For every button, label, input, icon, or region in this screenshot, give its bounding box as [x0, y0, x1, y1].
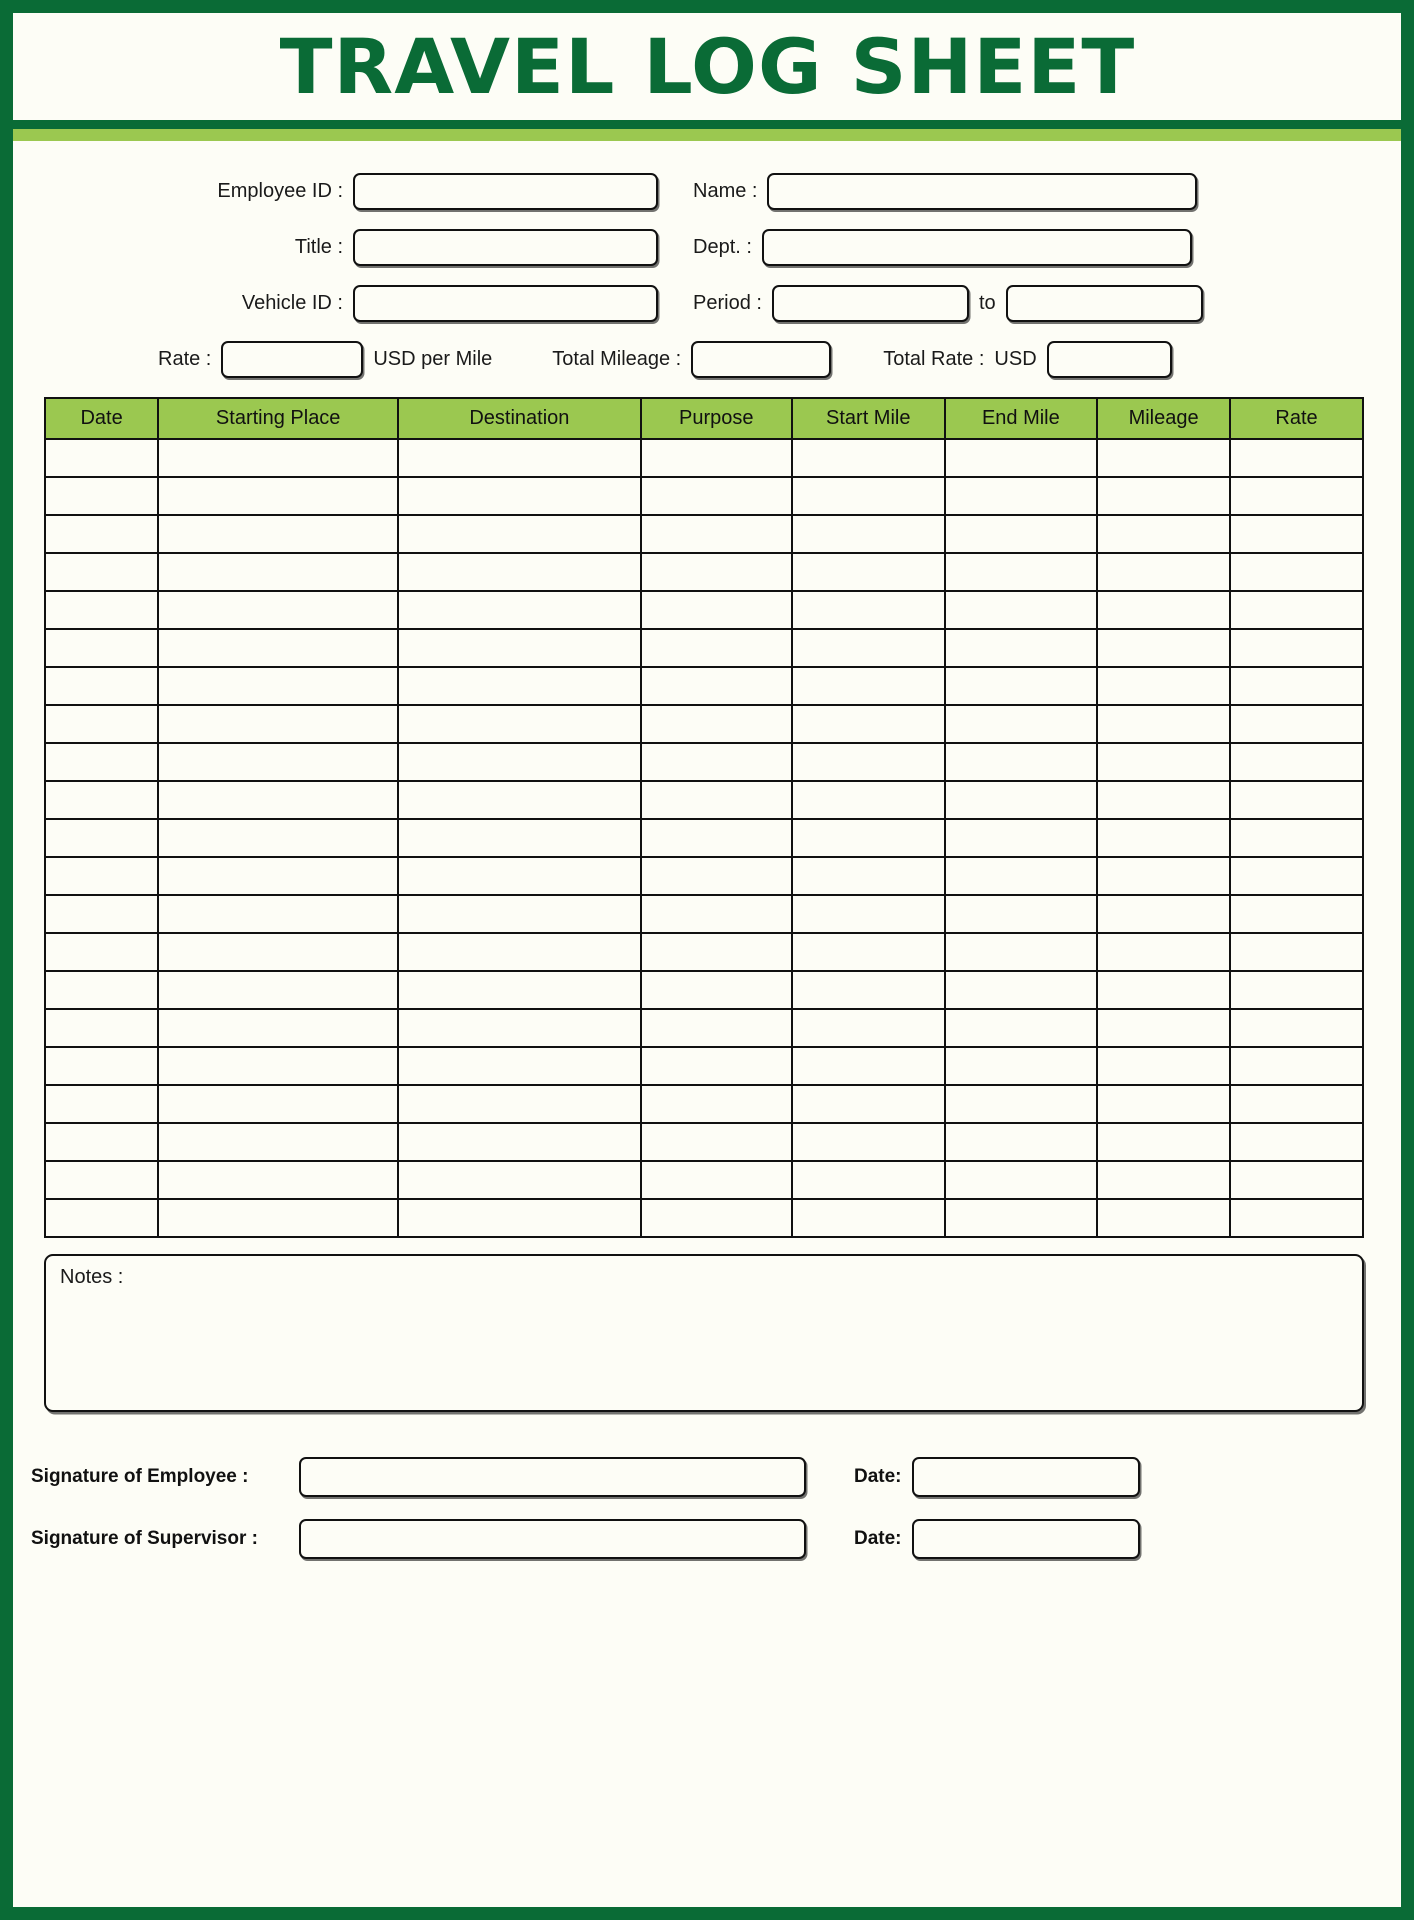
- table-row: [45, 933, 1363, 971]
- dept-input[interactable]: [762, 229, 1192, 266]
- log-table-cell[interactable]: [1097, 1161, 1230, 1199]
- signature-employee-input[interactable]: [299, 1457, 806, 1497]
- log-table-header-cell: Starting Place: [158, 398, 398, 439]
- log-table-cell[interactable]: [641, 1009, 792, 1047]
- log-table-cell[interactable]: [158, 591, 398, 629]
- log-table-cell[interactable]: [792, 971, 945, 1009]
- table-row: [45, 857, 1363, 895]
- log-table-cell[interactable]: [45, 1123, 158, 1161]
- log-table-cell[interactable]: [158, 439, 398, 477]
- total-mileage-input[interactable]: [691, 341, 831, 378]
- log-table-cell[interactable]: [158, 1123, 398, 1161]
- log-table-cell[interactable]: [792, 515, 945, 553]
- log-table-cell[interactable]: [1097, 743, 1230, 781]
- log-table-cell[interactable]: [45, 667, 158, 705]
- table-row: [45, 819, 1363, 857]
- log-table-cell[interactable]: [792, 857, 945, 895]
- signature-row-employee: [13, 1446, 1401, 1508]
- log-table-cell[interactable]: [158, 743, 398, 781]
- log-table-cell[interactable]: [945, 439, 1098, 477]
- log-table-cell[interactable]: [1097, 439, 1230, 477]
- table-row: [45, 1199, 1363, 1237]
- log-table-cell[interactable]: [945, 477, 1098, 515]
- log-table-cell[interactable]: [945, 515, 1098, 553]
- vehicle-id-group: [13, 285, 658, 322]
- log-table-cell[interactable]: [45, 629, 158, 667]
- log-table-cell[interactable]: [1097, 1009, 1230, 1047]
- signature-area: [13, 1412, 1401, 1570]
- log-table-cell[interactable]: [45, 857, 158, 895]
- log-table-cell[interactable]: [1097, 781, 1230, 819]
- form-row-rate-totals: [13, 331, 1401, 387]
- log-table-cell[interactable]: [398, 1199, 640, 1237]
- log-table-cell[interactable]: [1097, 857, 1230, 895]
- dept-group: [658, 229, 1401, 266]
- log-table-cell[interactable]: [1097, 705, 1230, 743]
- log-table-cell[interactable]: [1230, 1009, 1363, 1047]
- title-group: [13, 229, 658, 266]
- log-table-cell[interactable]: [792, 629, 945, 667]
- log-table-cell[interactable]: [158, 1199, 398, 1237]
- log-table-cell[interactable]: [945, 895, 1098, 933]
- log-table-cell[interactable]: [398, 515, 640, 553]
- log-table-cell[interactable]: [45, 819, 158, 857]
- log-table-cell[interactable]: [398, 1047, 640, 1085]
- log-table-cell[interactable]: [945, 1085, 1098, 1123]
- log-table-cell[interactable]: [1097, 553, 1230, 591]
- table-row: [45, 629, 1363, 667]
- log-table-cell[interactable]: [45, 933, 158, 971]
- total-rate-input[interactable]: [1047, 341, 1172, 378]
- period-from-input[interactable]: [772, 285, 969, 322]
- log-table-cell[interactable]: [158, 553, 398, 591]
- divider-light-green: [13, 129, 1401, 141]
- log-table-cell[interactable]: [1230, 781, 1363, 819]
- log-table-cell[interactable]: [792, 1047, 945, 1085]
- log-table-cell[interactable]: [792, 819, 945, 857]
- travel-log-sheet: [13, 13, 1401, 1907]
- log-table-cell[interactable]: [945, 933, 1098, 971]
- table-row: [45, 971, 1363, 1009]
- log-table-cell[interactable]: [158, 1009, 398, 1047]
- log-table-wrapper: [44, 397, 1370, 1238]
- log-table-cell[interactable]: [792, 705, 945, 743]
- log-table-cell[interactable]: [398, 743, 640, 781]
- employee-id-group: [13, 173, 658, 210]
- log-table-header-cell: Destination: [398, 398, 640, 439]
- log-table-cell[interactable]: [398, 1009, 640, 1047]
- signature-employee-label: Signature of Employee :: [31, 1466, 249, 1487]
- log-table-cell[interactable]: [641, 933, 792, 971]
- log-table-cell[interactable]: [792, 553, 945, 591]
- log-table-cell[interactable]: [945, 1123, 1098, 1161]
- log-table-cell[interactable]: [792, 667, 945, 705]
- log-table-cell[interactable]: [45, 971, 158, 1009]
- log-table-cell[interactable]: [45, 439, 158, 477]
- total-rate-label: Total Rate :: [883, 347, 985, 370]
- log-table-cell[interactable]: [1230, 591, 1363, 629]
- title-input[interactable]: [353, 229, 658, 266]
- log-table-cell[interactable]: [1230, 553, 1363, 591]
- log-table-cell[interactable]: [641, 781, 792, 819]
- log-table-cell[interactable]: [158, 1085, 398, 1123]
- table-row: [45, 591, 1363, 629]
- table-row: [45, 1123, 1363, 1161]
- log-table-cell[interactable]: [1230, 895, 1363, 933]
- title-banner: [13, 13, 1401, 120]
- log-table-cell[interactable]: [1230, 819, 1363, 857]
- log-table-cell[interactable]: [1230, 667, 1363, 705]
- log-table-cell[interactable]: [945, 705, 1098, 743]
- log-table-cell[interactable]: [158, 781, 398, 819]
- log-table-cell[interactable]: [641, 1123, 792, 1161]
- log-table-cell[interactable]: [45, 477, 158, 515]
- log-table-cell[interactable]: [641, 743, 792, 781]
- log-table-cell[interactable]: [641, 667, 792, 705]
- log-table-body: [45, 439, 1363, 1237]
- form-row-title-dept: [13, 219, 1401, 275]
- log-table-cell[interactable]: [1230, 1085, 1363, 1123]
- log-table-cell[interactable]: [45, 1199, 158, 1237]
- log-table-cell[interactable]: [158, 629, 398, 667]
- log-table-cell[interactable]: [792, 1085, 945, 1123]
- table-row: [45, 895, 1363, 933]
- log-table-cell[interactable]: [945, 1009, 1098, 1047]
- log-table-cell[interactable]: [158, 933, 398, 971]
- log-table-header-cell: Purpose: [641, 398, 792, 439]
- log-table-header-cell: End Mile: [945, 398, 1098, 439]
- log-table-cell[interactable]: [1097, 1047, 1230, 1085]
- notes-box[interactable]: [44, 1254, 1364, 1412]
- log-table-cell[interactable]: [1230, 629, 1363, 667]
- log-table-cell[interactable]: [641, 895, 792, 933]
- log-table-cell[interactable]: [1230, 857, 1363, 895]
- period-group: [658, 285, 1401, 322]
- log-table-cell[interactable]: [158, 667, 398, 705]
- log-table-cell[interactable]: [398, 971, 640, 1009]
- log-table-cell[interactable]: [398, 667, 640, 705]
- log-table-cell[interactable]: [1230, 439, 1363, 477]
- signature-supervisor-label: Signature of Supervisor :: [31, 1528, 258, 1549]
- log-table-cell[interactable]: [158, 819, 398, 857]
- signature-employee-date-input[interactable]: [912, 1457, 1140, 1497]
- log-table-cell[interactable]: [1097, 895, 1230, 933]
- log-table-cell[interactable]: [792, 1123, 945, 1161]
- log-table-cell[interactable]: [641, 1047, 792, 1085]
- log-table-cell[interactable]: [398, 895, 640, 933]
- log-table-cell[interactable]: [45, 553, 158, 591]
- log-table-cell[interactable]: [1097, 933, 1230, 971]
- travel-log-table: [44, 397, 1364, 1238]
- log-table-cell[interactable]: [641, 439, 792, 477]
- log-table-cell[interactable]: [1097, 629, 1230, 667]
- log-table-cell[interactable]: [945, 819, 1098, 857]
- log-table-cell[interactable]: [792, 1009, 945, 1047]
- signature-supervisor-date-label: Date:: [854, 1528, 902, 1549]
- log-table-cell[interactable]: [641, 591, 792, 629]
- table-row: [45, 477, 1363, 515]
- log-table-cell[interactable]: [45, 705, 158, 743]
- log-table-cell[interactable]: [1097, 591, 1230, 629]
- rate-unit-text: USD per Mile: [373, 347, 493, 370]
- log-table-cell[interactable]: [641, 971, 792, 1009]
- total-rate-currency-text: USD: [994, 347, 1037, 370]
- log-table-cell[interactable]: [1230, 515, 1363, 553]
- log-table-cell[interactable]: [945, 781, 1098, 819]
- log-table-cell[interactable]: [945, 629, 1098, 667]
- total-mileage-label: Total Mileage :: [552, 347, 682, 370]
- log-table-cell[interactable]: [792, 743, 945, 781]
- log-table-cell[interactable]: [1097, 1085, 1230, 1123]
- divider-dark-green: [13, 120, 1401, 129]
- log-table-cell[interactable]: [641, 1085, 792, 1123]
- table-row: [45, 705, 1363, 743]
- log-table-cell[interactable]: [45, 1085, 158, 1123]
- log-table-cell[interactable]: [641, 629, 792, 667]
- form-row-employee-name: [13, 163, 1401, 219]
- log-table-cell[interactable]: [792, 781, 945, 819]
- period-to-input[interactable]: [1006, 285, 1203, 322]
- log-table-cell[interactable]: [792, 895, 945, 933]
- table-row: [45, 515, 1363, 553]
- log-table-cell[interactable]: [45, 591, 158, 629]
- log-table-cell[interactable]: [398, 781, 640, 819]
- log-table-cell[interactable]: [398, 1085, 640, 1123]
- log-table-cell[interactable]: [792, 477, 945, 515]
- log-table-cell[interactable]: [792, 1161, 945, 1199]
- title-label: Title :: [294, 235, 343, 258]
- log-table-cell[interactable]: [945, 971, 1098, 1009]
- log-table-cell[interactable]: [398, 439, 640, 477]
- vehicle-id-input[interactable]: [353, 285, 658, 322]
- signature-row-supervisor: [13, 1508, 1401, 1570]
- log-table-cell[interactable]: [945, 743, 1098, 781]
- signature-supervisor-date-input[interactable]: [912, 1519, 1140, 1559]
- log-table-cell[interactable]: [398, 629, 640, 667]
- log-table-cell[interactable]: [1230, 743, 1363, 781]
- table-row: [45, 1009, 1363, 1047]
- log-table-cell[interactable]: [945, 1161, 1098, 1199]
- log-table-cell[interactable]: [45, 515, 158, 553]
- log-table-cell[interactable]: [398, 1123, 640, 1161]
- page-title: TRAVEL LOG SHEET: [279, 22, 1135, 111]
- log-table-cell[interactable]: [1097, 667, 1230, 705]
- header-form: [13, 141, 1401, 387]
- log-table-cell[interactable]: [792, 439, 945, 477]
- log-table-cell[interactable]: [398, 857, 640, 895]
- log-table-cell[interactable]: [945, 857, 1098, 895]
- log-table-cell[interactable]: [792, 933, 945, 971]
- log-table-cell[interactable]: [1097, 477, 1230, 515]
- table-row: [45, 1047, 1363, 1085]
- log-table-cell[interactable]: [45, 895, 158, 933]
- table-row: [45, 1161, 1363, 1199]
- log-table-cell[interactable]: [1097, 819, 1230, 857]
- name-group: [658, 173, 1401, 210]
- log-table-cell[interactable]: [641, 1199, 792, 1237]
- table-row: [45, 1085, 1363, 1123]
- log-table-cell[interactable]: [398, 553, 640, 591]
- table-row: [45, 743, 1363, 781]
- log-table-cell[interactable]: [1230, 1047, 1363, 1085]
- log-table-cell[interactable]: [398, 477, 640, 515]
- log-table-cell[interactable]: [158, 477, 398, 515]
- log-table-cell[interactable]: [45, 781, 158, 819]
- log-table-cell[interactable]: [641, 553, 792, 591]
- log-table-cell[interactable]: [158, 1161, 398, 1199]
- log-table-cell[interactable]: [158, 705, 398, 743]
- table-row: [45, 439, 1363, 477]
- log-table-cell[interactable]: [945, 591, 1098, 629]
- log-table-cell[interactable]: [792, 591, 945, 629]
- log-table-head: [45, 398, 1363, 439]
- log-table-cell[interactable]: [1097, 515, 1230, 553]
- log-table-cell[interactable]: [398, 819, 640, 857]
- log-table-cell[interactable]: [1230, 1199, 1363, 1237]
- log-table-cell[interactable]: [398, 591, 640, 629]
- form-row-vehicle-period: [13, 275, 1401, 331]
- period-to-text: to: [978, 291, 996, 314]
- log-table-cell[interactable]: [158, 857, 398, 895]
- log-table-cell[interactable]: [641, 1161, 792, 1199]
- log-table-cell[interactable]: [1230, 477, 1363, 515]
- log-table-cell[interactable]: [641, 515, 792, 553]
- log-table-cell[interactable]: [1230, 971, 1363, 1009]
- log-table-cell[interactable]: [945, 1199, 1098, 1237]
- name-label: Name :: [693, 179, 758, 202]
- table-row: [45, 781, 1363, 819]
- signature-supervisor-input[interactable]: [299, 1519, 806, 1559]
- log-table-header-cell: Start Mile: [792, 398, 945, 439]
- log-table-cell[interactable]: [45, 1047, 158, 1085]
- table-row: [45, 553, 1363, 591]
- table-row: [45, 667, 1363, 705]
- log-table-cell[interactable]: [641, 857, 792, 895]
- log-table-header-cell: Rate: [1230, 398, 1363, 439]
- notes-label: Notes :: [60, 1266, 124, 1288]
- log-table-cell[interactable]: [1097, 971, 1230, 1009]
- log-table-cell[interactable]: [45, 743, 158, 781]
- log-table-cell[interactable]: [945, 1047, 1098, 1085]
- log-table-cell[interactable]: [1230, 1123, 1363, 1161]
- log-table-cell[interactable]: [1097, 1199, 1230, 1237]
- log-table-header-cell: Mileage: [1097, 398, 1230, 439]
- employee-id-input[interactable]: [353, 173, 658, 210]
- log-table-cell[interactable]: [641, 819, 792, 857]
- vehicle-id-label: Vehicle ID :: [241, 291, 343, 314]
- log-table-cell[interactable]: [45, 1161, 158, 1199]
- log-table-cell[interactable]: [1230, 705, 1363, 743]
- log-table-cell[interactable]: [1097, 1123, 1230, 1161]
- period-label: Period :: [693, 291, 762, 314]
- rate-label: Rate :: [158, 347, 212, 370]
- log-table-cell[interactable]: [945, 553, 1098, 591]
- log-table-cell[interactable]: [398, 705, 640, 743]
- log-table-cell[interactable]: [158, 515, 398, 553]
- name-input[interactable]: [767, 173, 1197, 210]
- log-table-cell[interactable]: [158, 895, 398, 933]
- log-table-cell[interactable]: [158, 1047, 398, 1085]
- log-table-cell[interactable]: [45, 1009, 158, 1047]
- log-table-cell[interactable]: [398, 1161, 640, 1199]
- log-table-header-cell: Date: [45, 398, 158, 439]
- log-table-cell[interactable]: [158, 971, 398, 1009]
- log-table-cell[interactable]: [792, 1199, 945, 1237]
- rate-input[interactable]: [221, 341, 363, 378]
- log-table-cell[interactable]: [641, 705, 792, 743]
- log-table-header-row: [45, 398, 1363, 439]
- employee-id-label: Employee ID :: [217, 179, 343, 202]
- dept-label: Dept. :: [693, 235, 752, 258]
- log-table-cell[interactable]: [641, 477, 792, 515]
- signature-employee-date-label: Date:: [854, 1466, 902, 1487]
- log-table-cell[interactable]: [1230, 1161, 1363, 1199]
- log-table-cell[interactable]: [398, 933, 640, 971]
- log-table-cell[interactable]: [945, 667, 1098, 705]
- log-table-cell[interactable]: [1230, 933, 1363, 971]
